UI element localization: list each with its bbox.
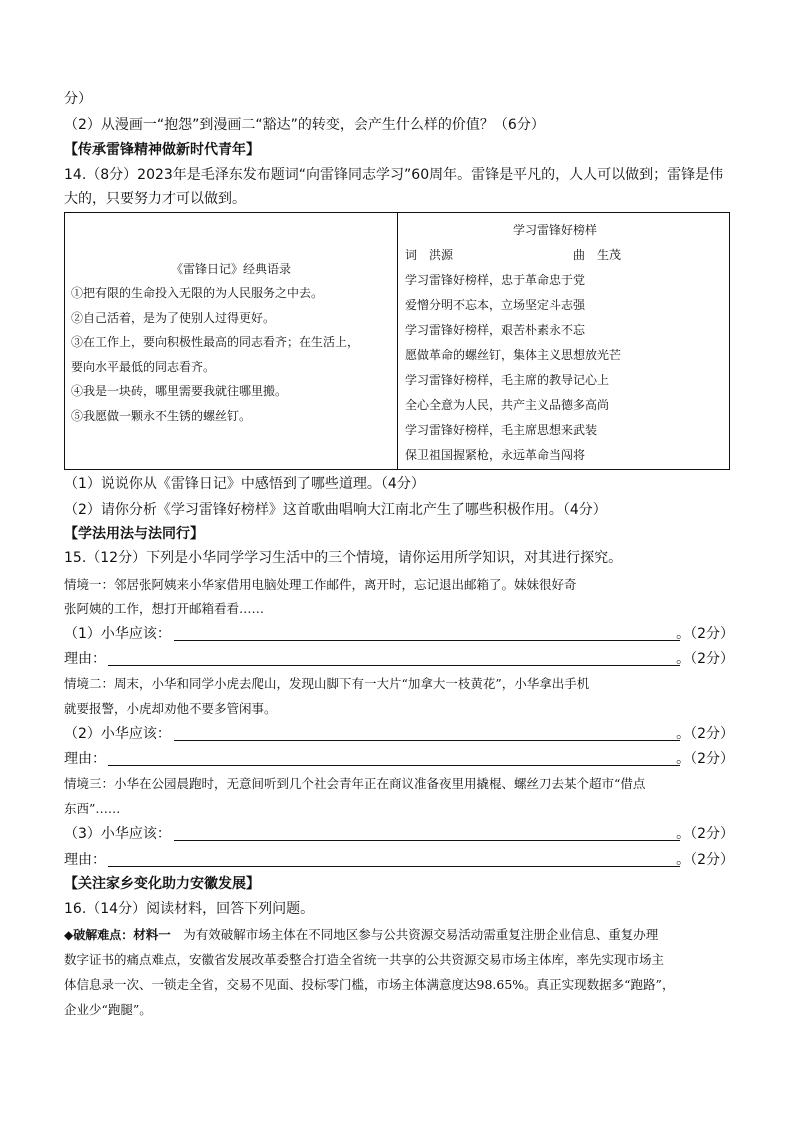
material-1-label: 材料一 <box>133 927 171 942</box>
reason-row-1 <box>64 649 734 669</box>
q14-intro-line-1: 14.（8分）2023年是毛泽东发布题词“向雷锋同志学习”60周年。雷锋是平凡的，人人可以做到；雷锋是伟 <box>64 167 724 183</box>
diary-line-4: 要向水平最低的同志看齐。 <box>71 360 216 374</box>
score-reason-3: 。（2分） <box>676 852 734 868</box>
section-14-heading: 【传承雷锋精神做新时代青年】 <box>64 142 260 158</box>
answer-blank-2[interactable] <box>174 740 680 741</box>
diary-line-1: ①把有限的生命投入无限的为人民服务之中去。 <box>71 286 324 300</box>
scene-2-line-1: 情境二：周末，小华和同学小虎去爬山，发现山脚下有一大片“加拿大一枝黄花”，小华拿出手机 <box>64 676 590 691</box>
diary-line-2: ②自己活着，是为了使别人过得更好。 <box>71 311 276 325</box>
reason-row-3 <box>64 850 734 870</box>
diary-title: 《雷锋日记》经典语录 <box>171 262 292 276</box>
answer-label-2: （2）小华应该： <box>64 726 171 742</box>
material-1-line-3: 体信息录一次、一锁走全省，交易不见面、投标零门槛，市场主体满意度达98.65%。真正实现数据多“跑路”， <box>64 977 675 992</box>
lyric-line-2: 爱憎分明不忘本，立场坚定斗志强 <box>405 298 586 312</box>
material-1-line-2: 数字证书的痛点难点，安徽省发展改革委整合打造全省统一共享的公共资源交易市场主体库，率先实现市场主 <box>64 952 665 967</box>
score-reason-2: 。（2分） <box>676 751 734 767</box>
reason-blank-3[interactable] <box>108 866 680 867</box>
section-15-heading: 【学法用法与法同行】 <box>64 526 204 542</box>
diary-line-5: ④我是一块砖，哪里需要我就往哪里搬。 <box>71 384 288 398</box>
answer-label-3: （3）小华应该： <box>64 826 171 842</box>
lyric-line-5: 学习雷锋好榜样，毛主席的教导记心上 <box>405 373 610 387</box>
scene-1-line-2: 张阿姨的工作，想打开邮箱看看…… <box>64 601 265 616</box>
score-2: 。（2分） <box>676 726 734 742</box>
diary-line-3: ③在工作上，要向积极性最高的同志看齐；在生活上， <box>71 335 360 349</box>
q14-intro-line-2: 大的，只要努力才可以做到。 <box>64 191 246 207</box>
score-3: 。（2分） <box>676 826 734 842</box>
breakthrough-marker: ◆破解难点： <box>64 928 134 942</box>
score-reason-1: 。（2分） <box>676 651 734 667</box>
answer-blank-1[interactable] <box>174 640 680 641</box>
scene-2-line-2: 就要报警，小虎却劝他不要多管闲事。 <box>64 701 277 716</box>
reason-blank-2[interactable] <box>108 765 680 766</box>
answer-label-1: （1）小华应该： <box>64 626 171 642</box>
section-16-heading: 【关注家乡变化助力安徽发展】 <box>64 876 260 892</box>
q14-sub-2: （2）请你分析《学习雷锋好榜样》这首歌曲唱响大江南北产生了哪些积极作用。（4分） <box>64 502 607 518</box>
prev-question-tail: 分） <box>64 91 92 107</box>
scene-3-line-1: 情境三：小华在公园晨跑时，无意间听到几个社会青年正在商议准备夜里用撬棍、螺丝刀去某个超市“借点 <box>64 776 646 791</box>
scene-1-line-1: 情境一：邻居张阿姨来小华家借用电脑处理工作邮件，离开时，忘记退出邮箱了。妹妹很好奇 <box>64 577 577 592</box>
q15-intro: 15.（12分）下列是小华同学学习生活中的三个情境，请你运用所学知识，对其进行探究。 <box>64 550 623 566</box>
song-composer: 曲 生茂 <box>573 248 622 262</box>
score-1: 。（2分） <box>676 626 734 642</box>
diary-line-6: ⑤我愿做一颗永不生锈的螺丝钉。 <box>71 409 252 423</box>
answer-row-1 <box>64 624 734 644</box>
lyric-line-1: 学习雷锋好榜样，忠于革命忠于党 <box>405 273 586 287</box>
song-title: 学习雷锋好榜样 <box>513 223 598 237</box>
reason-label-3: 理由： <box>64 852 106 868</box>
lyric-line-7: 学习雷锋好榜样，毛主席思想来武装 <box>405 423 598 437</box>
q16-intro: 16.（14分）阅读材料，回答下列问题。 <box>64 901 315 917</box>
table-divider <box>397 213 398 469</box>
material-1-text-1: 为有效破解市场主体在不同地区参与公共资源交易活动需重复注册企业信息、重复办理 <box>183 927 659 942</box>
song-lyricist: 词 洪源 <box>405 248 454 262</box>
prev-question-2: （2）从漫画一“抱怨”到漫画二“豁达”的转变，会产生什么样的价值？（6分） <box>64 117 545 133</box>
lyric-line-6: 全心全意为人民，共产主义品德多高尚 <box>405 398 610 412</box>
reason-label-2: 理由： <box>64 751 106 767</box>
lyric-line-8: 保卫祖国握紧枪，永远革命当闯将 <box>405 448 586 462</box>
scene-3-line-2: 东西”…… <box>64 801 121 816</box>
reason-blank-1[interactable] <box>108 665 680 666</box>
q14-sub-1: （1）说说你从《雷锋日记》中感悟到了哪些道理。（4分） <box>64 476 425 492</box>
reason-label-1: 理由： <box>64 651 106 667</box>
material-table <box>64 212 730 470</box>
answer-blank-3[interactable] <box>174 840 680 841</box>
material-1-line-4: 企业少“跑腿”。 <box>64 1002 152 1017</box>
reason-row-2 <box>64 749 734 769</box>
lyric-line-4: 愿做革命的螺丝钉，集体主义思想放光芒 <box>405 348 622 362</box>
lyric-line-3: 学习雷锋好榜样，艰苦朴素永不忘 <box>405 323 586 337</box>
answer-row-2 <box>64 724 734 744</box>
answer-row-3 <box>64 824 734 844</box>
material-1-line-1 <box>64 925 658 945</box>
